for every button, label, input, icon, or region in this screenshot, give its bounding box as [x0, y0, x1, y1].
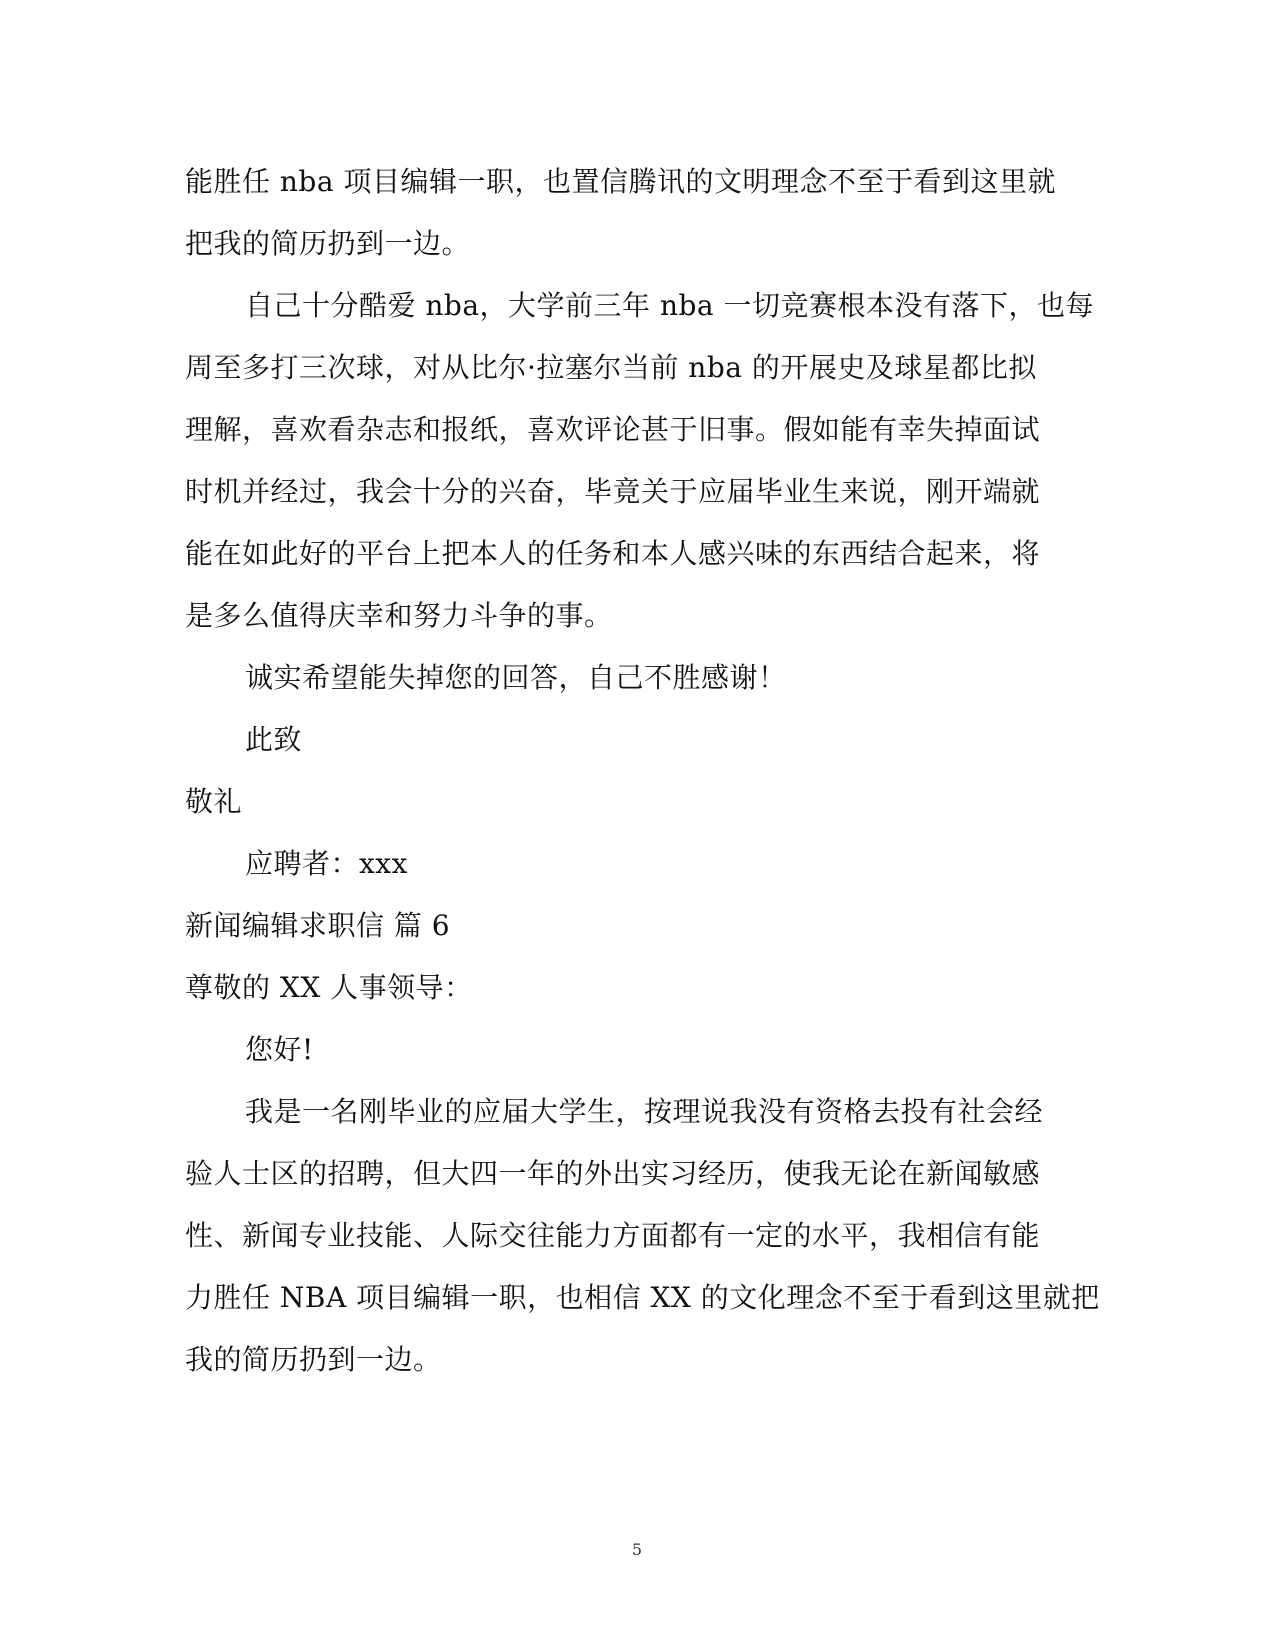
closing-salutation: 此致 [245, 723, 303, 756]
paragraph-start: 诚实希望能失掉您的回答，自己不胜感谢！ [245, 661, 787, 694]
text-line: 时机并经过，我会十分的兴奋，毕竟关于应届毕业生来说，刚开端就 [185, 475, 1041, 508]
closing-regards: 敬礼 [185, 785, 243, 818]
greeting-hello: 您好! [245, 1033, 314, 1066]
signature-line: 应聘者：xxx [245, 847, 408, 880]
text-line: 理解，喜欢看杂志和报纸，喜欢评论甚于旧事。假如能有幸失掉面试 [185, 413, 1041, 446]
greeting-line: 尊敬的 XX 人事领导： [185, 971, 473, 1004]
text-line: 我的简历扔到一边。 [185, 1343, 442, 1376]
paragraph-start: 我是一名刚毕业的应届大学生，按理说我没有资格去投有社会经 [245, 1095, 1044, 1128]
text-line: 把我的简历扔到一边。 [185, 227, 471, 260]
text-line: 能胜任 nba 项目编辑一职，也置信腾讯的文明理念不至于看到这里就 [185, 165, 1056, 198]
text-line: 能在如此好的平台上把本人的任务和本人感兴味的东西结合起来，将 [185, 537, 1041, 570]
text-line: 力胜任 NBA 项目编辑一职，也相信 XX 的文化理念不至于看到这里就把 [185, 1281, 1100, 1314]
section-heading: 新闻编辑求职信 篇 6 [185, 909, 451, 942]
paragraph-start: 自己十分酷爱 nba，大学前三年 nba 一切竞赛根本没有落下，也每 [245, 289, 1095, 322]
text-line: 周至多打三次球，对从比尔·拉塞尔当前 nba 的开展史及球星都比拟 [185, 351, 1037, 384]
page-number: 5 [631, 1540, 643, 1559]
text-line: 性、新闻专业技能、人际交往能力方面都有一定的水平，我相信有能 [185, 1219, 1041, 1252]
text-line: 是多么值得庆幸和努力斗争的事。 [185, 599, 613, 632]
text-line: 验人士区的招聘，但大四一年的外出实习经历，使我无论在新闻敏感 [185, 1157, 1041, 1190]
